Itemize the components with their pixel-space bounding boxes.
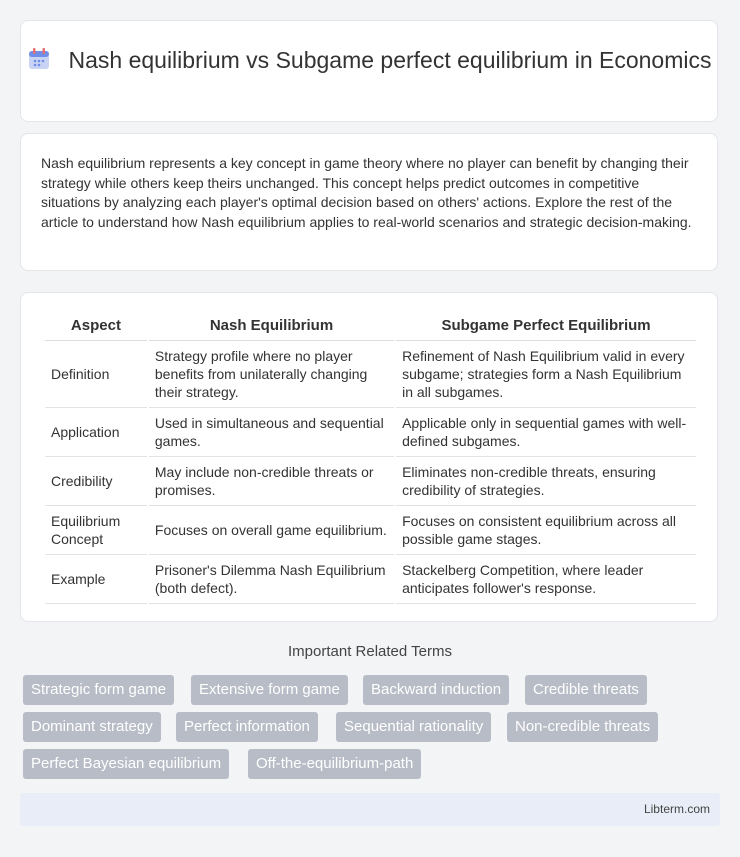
table-row [45,506,696,555]
row-subgame: Focuses on consistent equilibrium across all possible game stages. [396,506,696,555]
related-term-chip[interactable]: Credible threats [525,675,647,705]
page-title-wrap [21,21,717,75]
row-nash: May include non-credible threats or promises. [149,457,394,506]
row-aspect: Credibility [45,457,147,506]
header-aspect: Aspect [45,313,147,341]
row-aspect: Definition [45,341,147,408]
row-subgame: Applicable only in sequential games with well-defined subgames. [396,408,696,457]
row-nash: Used in simultaneous and sequential games. [149,408,394,457]
related-term-chip[interactable]: Sequential rationality [336,712,491,742]
comparison-table [43,313,698,604]
related-term-chip[interactable]: Perfect Bayesian equilibrium [23,749,229,779]
related-term-chip[interactable]: Strategic form game [23,675,174,705]
row-aspect: Equilibrium Concept [45,506,147,555]
row-subgame: Eliminates non-credible threats, ensuring credibility of strategies. [396,457,696,506]
table-row [45,408,696,457]
row-aspect: Example [45,555,147,604]
row-nash: Prisoner's Dilemma Nash Equilibrium (both defect). [149,555,394,604]
header-subgame: Subgame Perfect Equilibrium [396,313,696,341]
page-title: Nash equilibrium vs Subgame perfect equilibrium in Economics [68,47,712,73]
related-term-chip[interactable]: Non-credible threats [507,712,658,742]
header-card [20,20,718,122]
footer [20,793,720,826]
row-subgame: Refinement of Nash Equilibrium valid in every subgame; strategies form a Nash Equilibrium in all subgames. [396,341,696,408]
row-nash: Focuses on overall game equilibrium. [149,506,394,555]
related-term-chip[interactable]: Off-the-equilibrium-path [248,749,421,779]
footer-brand[interactable]: Libterm.com [643,802,710,816]
row-subgame: Stackelberg Competition, where leader anticipates follower's response. [396,555,696,604]
row-aspect: Application [45,408,147,457]
related-term-chip[interactable]: Perfect information [176,712,318,742]
comparison-card [20,292,718,622]
calendar-icon [26,46,52,72]
related-term-chip[interactable]: Dominant strategy [23,712,161,742]
header-nash: Nash Equilibrium [149,313,394,341]
table-row [45,457,696,506]
intro-text: Nash equilibrium represents a key concept in game theory where no player can benefit by changing their strategy while others keep theirs unchanged. This concept helps predict outcomes in competitive situations by analyzing each player's optimal decision based on others' actions. Explore the rest of the article to understand how Nash equilibrium applies to real-world scenarios and strategic decision-making. [41,155,692,230]
row-nash: Strategy profile where no player benefits from unilaterally changing their strategy. [149,341,394,408]
related-term-chip[interactable]: Backward induction [363,675,509,705]
table-row [45,341,696,408]
table-row [45,555,696,604]
related-terms-title: Important Related Terms [288,643,452,660]
intro-card [20,133,718,271]
related-term-chip[interactable]: Extensive form game [191,675,348,705]
table-header-row [45,313,696,341]
